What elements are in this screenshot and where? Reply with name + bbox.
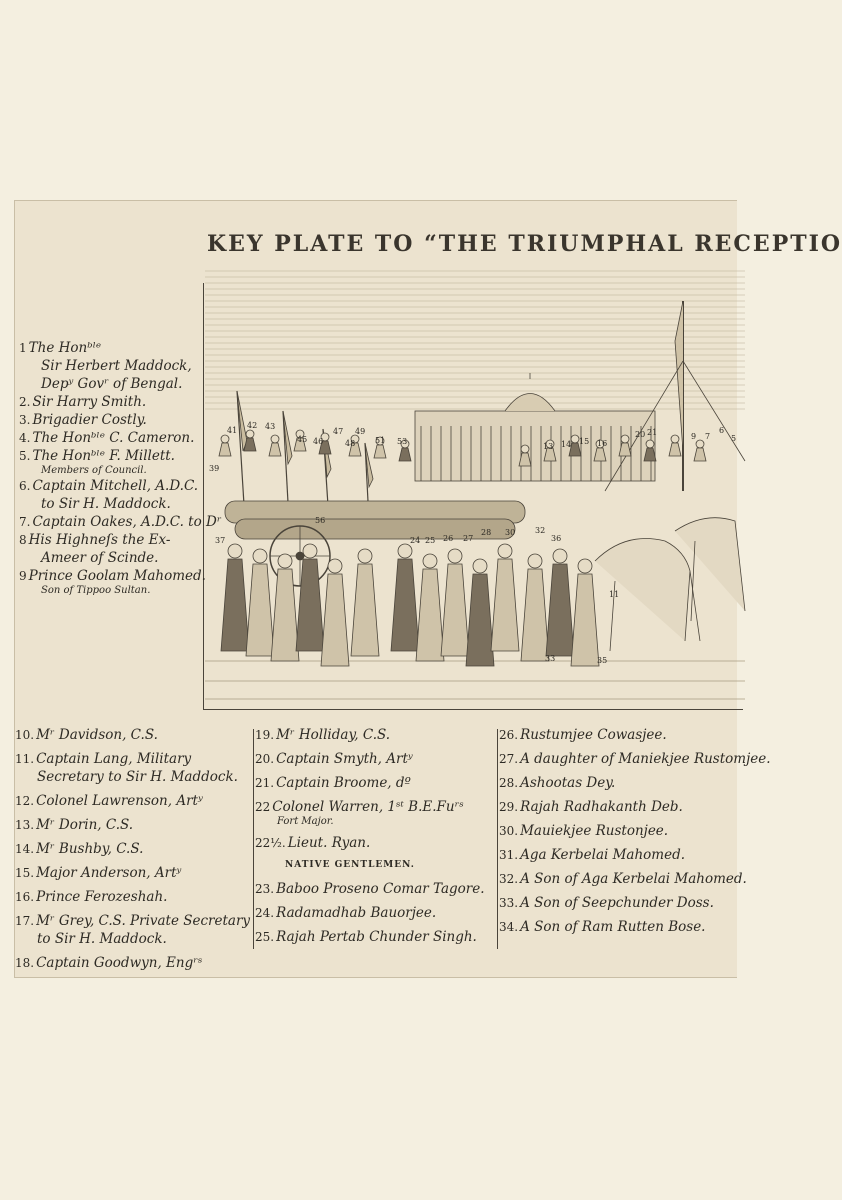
key-number: 6. [19, 479, 31, 493]
key-name: Prince Ferozeshah. [36, 889, 168, 905]
key-name: Mʳ Holliday, C.S. [276, 727, 391, 743]
key-entry [255, 880, 495, 898]
key-entry [499, 726, 749, 744]
key-name: Prince Goolam Mahomed. [28, 568, 206, 584]
key-name: Brigadier Costly. [32, 412, 147, 428]
figure-number: 32 [535, 526, 546, 535]
key-name: Rajah Radhakanth Deb. [520, 799, 683, 815]
key-column-3 [499, 726, 771, 942]
key-name: to Sir H. Maddock. [41, 496, 171, 512]
key-number: 24. [255, 906, 275, 920]
figure-number: 13 [543, 442, 554, 451]
key-number: 13. [15, 818, 35, 832]
key-entry [255, 904, 495, 922]
figure-number: 7 [705, 432, 711, 441]
key-number: 30. [499, 824, 519, 838]
key-number: 31. [499, 848, 519, 862]
key-entry [15, 888, 251, 906]
key-entry [499, 918, 749, 936]
key-entry [19, 531, 201, 567]
engraving-illustration [205, 261, 745, 711]
figure-number: 41 [227, 426, 238, 435]
key-entry [19, 513, 222, 531]
key-name: Ashootas Dey. [520, 775, 616, 791]
figure-number: 6 [719, 426, 725, 435]
key-entry [255, 774, 495, 792]
key-name: Rustumjee Cowasjee. [520, 727, 667, 743]
key-entry [15, 816, 251, 834]
figure-number: 33 [545, 654, 556, 663]
key-name: Lieut. Ryan. [287, 835, 371, 851]
key-entry [15, 840, 251, 858]
figure-number: 45 [297, 435, 308, 444]
figure-number: 11 [609, 590, 620, 599]
key-name: Aga Kerbelai Mahomed. [520, 847, 686, 863]
key-entry [19, 393, 201, 411]
key-subtitle: Members of Council. [41, 465, 147, 476]
figure-number: 28 [481, 528, 492, 537]
key-entry [255, 726, 495, 744]
key-entry [255, 798, 495, 828]
key-subtitle: Fort Major. [277, 816, 334, 827]
key-number: 34. [499, 920, 519, 934]
key-plate [14, 200, 842, 978]
key-number: 11. [15, 752, 35, 766]
key-name: Ameer of Scinde. [41, 550, 159, 566]
figure-number: 53 [397, 437, 408, 446]
figure-number: 39 [209, 464, 220, 473]
key-name: Mʳ Bushby, C.S. [36, 841, 144, 857]
key-number: 15. [15, 866, 35, 880]
key-entry [15, 864, 251, 882]
key-number: 25. [255, 930, 275, 944]
key-number: 28. [499, 776, 519, 790]
key-entry [15, 792, 251, 810]
key-name: Captain Smyth, Artʸ [276, 751, 413, 767]
key-number: 17. [15, 914, 35, 928]
key-name: Radamadhab Bauorjee. [276, 905, 437, 921]
key-name: Baboo Proseno Comar Tagore. [276, 881, 485, 897]
key-name: Rajah Pertab Chunder Singh. [276, 929, 477, 945]
key-number: 21. [255, 776, 275, 790]
key-number: 27. [499, 752, 519, 766]
key-name: to Sir H. Maddock. [37, 931, 167, 947]
section-heading: NATIVE GENTLEMEN. [285, 860, 415, 870]
figure-number: 20 [635, 430, 646, 439]
figure-number: 26 [443, 534, 454, 543]
key-number: 33. [499, 896, 519, 910]
key-name: The Honᵇˡᵉ F. Millett. [32, 448, 175, 464]
key-name: Mʳ Davidson, C.S. [36, 727, 158, 743]
key-entry [499, 870, 749, 888]
key-number: 10. [15, 728, 35, 742]
key-name: Depʸ Govʳ of Bengal. [41, 376, 183, 392]
key-number: 22½. [255, 836, 286, 850]
figure-number: 37 [215, 536, 226, 545]
key-name: A Son of Aga Kerbelai Mahomed. [520, 871, 747, 887]
figure-number: 43 [265, 422, 276, 431]
figure-number: 9 [691, 432, 697, 441]
figure-number: 27 [463, 534, 474, 543]
key-name: His Highneſs the Ex- [28, 532, 171, 548]
key-name: Captain Broome, dº [276, 775, 411, 791]
key-name: A Son of Seepchunder Doss. [520, 895, 714, 911]
key-name: Mʳ Dorin, C.S. [36, 817, 134, 833]
key-entry [19, 411, 201, 429]
key-entry [19, 447, 201, 477]
key-entry [255, 928, 495, 946]
key-name: Sir Herbert Maddock, [41, 358, 192, 374]
key-name: Sir Harry Smith. [32, 394, 147, 410]
key-entry [19, 567, 206, 597]
key-number: 26. [499, 728, 519, 742]
key-number: 32. [499, 872, 519, 886]
key-name: The Honᵇˡᵉ C. Cameron. [32, 430, 195, 446]
key-number: 23. [255, 882, 275, 896]
key-number: 14. [15, 842, 35, 856]
figure-number: 42 [247, 421, 258, 430]
key-entry [499, 750, 771, 768]
figure-number: 5 [731, 434, 737, 443]
key-name: Major Anderson, Artʸ [36, 865, 182, 881]
figure-number: 25 [425, 536, 436, 545]
key-entry [15, 750, 251, 786]
key-entry [499, 894, 749, 912]
key-number: 18. [15, 956, 35, 970]
column-divider [253, 729, 254, 949]
figure-number: 51 [375, 436, 386, 445]
figure-number: 16 [597, 439, 608, 448]
key-entry [255, 834, 495, 852]
key-entry [19, 477, 201, 513]
key-number: 4. [19, 431, 31, 445]
figure-number: 15 [579, 437, 590, 446]
key-number: 20. [255, 752, 275, 766]
key-name: Captain Goodwyn, Engʳˢ [36, 955, 203, 971]
key-name: Secretary to Sir H. Maddock. [37, 769, 238, 785]
key-name: The Honᵇˡᵉ [28, 340, 102, 356]
key-entry [499, 798, 749, 816]
key-entry [15, 726, 251, 744]
key-entry [499, 822, 749, 840]
figure-number: 49 [355, 427, 366, 436]
key-name: A Son of Ram Rutten Bose. [520, 919, 706, 935]
figure-number: 46 [313, 437, 324, 446]
key-name: Mʳ Grey, C.S. Private Secretary [36, 913, 251, 929]
figure-number: 48 [345, 439, 356, 448]
key-entry [19, 429, 201, 447]
key-number: 2. [19, 395, 31, 409]
key-column-1 [15, 726, 251, 978]
figure-number: 36 [551, 534, 562, 543]
key-number: 29. [499, 800, 519, 814]
key-number: 5. [19, 449, 31, 463]
figure-number: 24 [410, 536, 421, 545]
key-column-2 [255, 726, 495, 952]
figure-number: 35 [597, 656, 608, 665]
key-name: Captain Mitchell, A.D.C. [32, 478, 199, 494]
figure-number: 30 [505, 528, 516, 537]
key-name: Captain Oakes, A.D.C. to Dʳ [32, 514, 222, 530]
key-name: Colonel Lawrenson, Artʸ [36, 793, 203, 809]
key-number: 3. [19, 413, 31, 427]
key-name: Colonel Warren, 1ˢᵗ B.E.Fuʳˢ [272, 799, 464, 815]
plate-title: KEY PLATE TO “THE TRIUMPHAL RECEPTIO [207, 231, 842, 257]
key-entry [19, 339, 201, 393]
key-entry [15, 954, 251, 972]
figure-number: 14 [561, 440, 572, 449]
key-number: 7. [19, 515, 31, 529]
figure-number: 47 [333, 427, 344, 436]
key-name: Captain Lang, Military [36, 751, 192, 767]
key-entry [499, 846, 749, 864]
key-subtitle: Son of Tippoo Sultan. [41, 585, 151, 596]
key-number: 9 [19, 569, 27, 583]
key-name: A daughter of Maniekjee Rustomjee. [520, 751, 771, 767]
column-divider [497, 729, 498, 949]
image-frame-left [203, 283, 204, 709]
key-entry [255, 750, 495, 768]
key-entry [499, 774, 749, 792]
key-number: 19. [255, 728, 275, 742]
figure-number: 56 [315, 516, 326, 525]
key-number: 12. [15, 794, 35, 808]
key-name: Mauiekjee Rustonjee. [520, 823, 669, 839]
key-number: 1 [19, 341, 27, 355]
key-number: 16. [15, 890, 35, 904]
key-entry [15, 912, 251, 948]
figure-number: 21 [647, 428, 658, 437]
key-number: 22 [255, 800, 271, 814]
key-number: 8 [19, 533, 27, 547]
